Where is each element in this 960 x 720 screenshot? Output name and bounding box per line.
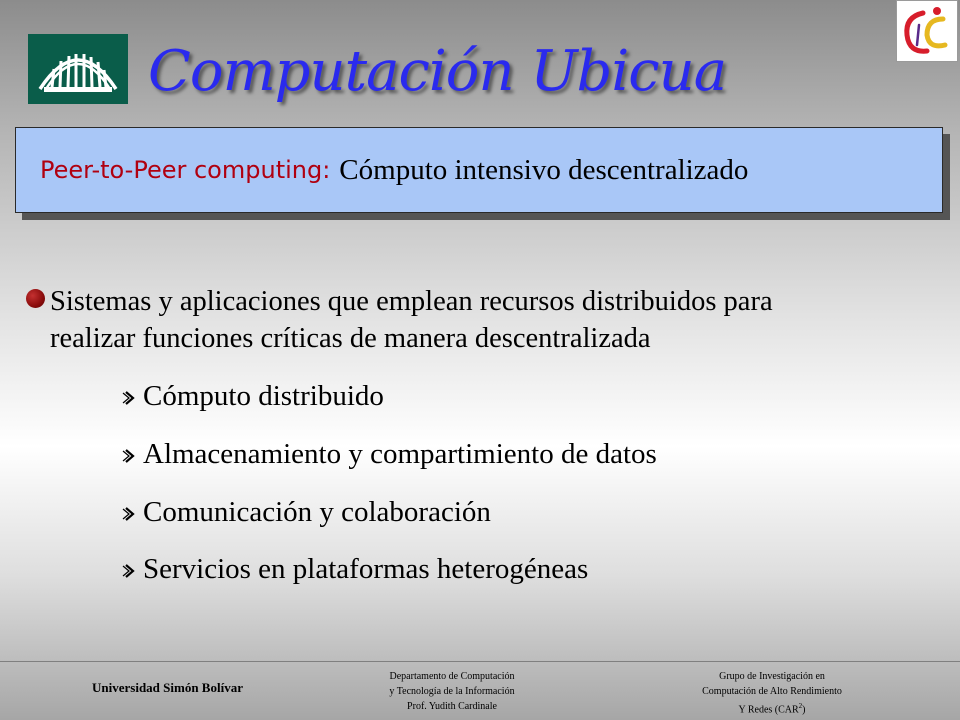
footer-dept-line-1: Departamento de Computación [389, 671, 515, 682]
main-bullet-line-1: Sistemas y aplicaciones que emplean recursos distribuidos para [50, 286, 773, 317]
footer-university: Universidad Simón Bolívar [92, 680, 243, 695]
cc-logo-icon [896, 0, 958, 62]
list-item-label: Almacenamiento y compartimiento de datos [143, 438, 657, 470]
footer-group-name: Y Redes (CAR [738, 704, 799, 716]
slide-title: Computación Ubicua [148, 39, 727, 104]
list-item [120, 379, 384, 413]
footer-group-line-1: Grupo de Investigación en [719, 671, 825, 682]
footer-group-close: ) [802, 704, 806, 716]
footer-group-line-3 [672, 699, 872, 717]
topic-banner [15, 127, 943, 213]
arrow-bullet-icon [120, 446, 140, 466]
list-item [120, 495, 491, 529]
bullet-icon [26, 289, 45, 308]
footer-department [362, 669, 542, 714]
usb-logo-icon [28, 34, 128, 104]
list-item-label: Servicios en plataformas heterogéneas [143, 553, 589, 585]
footer-divider [0, 661, 960, 662]
main-bullet-line-2: realizar funciones críticas de manera descentralizada [50, 323, 651, 354]
arrow-bullet-icon [120, 388, 140, 408]
list-item-label: Comunicación y colaboración [143, 496, 491, 528]
banner-label: Peer-to-Peer computing: [40, 156, 331, 184]
banner-text: Cómputo intensivo descentralizado [339, 153, 749, 186]
arrow-bullet-icon [120, 561, 140, 581]
footer-dept-line-3: Prof. Yudith Cardinale [407, 701, 497, 712]
footer-dept-line-2: y Tecnología de la Información [389, 686, 515, 697]
list-item [120, 552, 588, 586]
footer-group-superscript: 2 [798, 702, 803, 710]
footer-group [672, 669, 872, 717]
list-item-label: Cómputo distribuido [143, 380, 384, 412]
footer-group-line-2: Computación de Alto Rendimiento [702, 686, 842, 697]
list-item [120, 437, 657, 471]
arrow-bullet-icon [120, 504, 140, 524]
main-bullet-text [50, 283, 960, 357]
